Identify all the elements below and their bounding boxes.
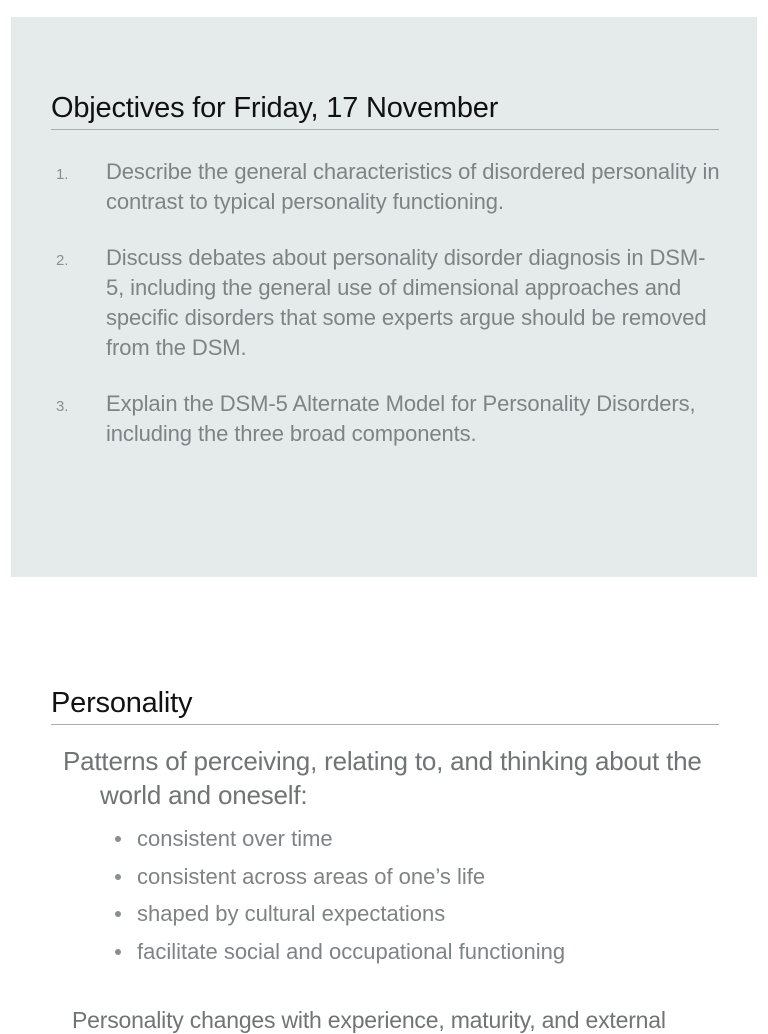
objective-number: 1.: [56, 166, 69, 183]
bullet-text: consistent over time: [137, 826, 333, 851]
objective-text: Describe the general characteristics of disordered personality in contrast to typical personality functioning.: [106, 159, 720, 214]
objective-item: [51, 243, 721, 363]
bullet-item: [111, 820, 565, 858]
bullet-dot-icon: [115, 874, 121, 880]
bullet-text: facilitate social and occupational functioning: [137, 938, 566, 964]
slide-personality: [11, 610, 757, 1033]
bullet-item: [111, 858, 565, 896]
bullet-dot-icon: [115, 911, 121, 917]
cutoff-paragraph: Personality changes with experience, maturity, and external: [72, 1007, 666, 1033]
bullet-dot-icon: [115, 949, 121, 955]
objective-number: 2.: [56, 252, 69, 269]
objective-text: Explain the DSM-5 Alternate Model for Personality Disorders, including the three broad components.: [106, 391, 696, 446]
bullet-item: [111, 895, 565, 933]
bullet-list: [111, 820, 565, 970]
objectives-list: [51, 157, 721, 475]
slide-title: Personality: [51, 686, 719, 725]
bullet-item: [111, 933, 565, 971]
bullet-text: shaped by cultural expectations: [137, 901, 446, 926]
objective-number: 3.: [56, 398, 69, 415]
slide-objectives: [11, 17, 757, 577]
objective-item: [51, 389, 721, 449]
bullet-dot-icon: [115, 836, 121, 842]
objective-text: Discuss debates about personality disorder diagnosis in DSM-5, including the general use of dimensional approaches and specific disorders that some experts argue should be removed from the DSM.: [106, 245, 707, 360]
slide-title: Objectives for Friday, 17 November: [51, 91, 719, 130]
objective-item: [51, 157, 721, 217]
bullet-text: consistent across areas of one’s life: [137, 863, 486, 889]
lead-paragraph: Patterns of perceiving, relating to, and thinking about the world and oneself:: [63, 746, 702, 810]
